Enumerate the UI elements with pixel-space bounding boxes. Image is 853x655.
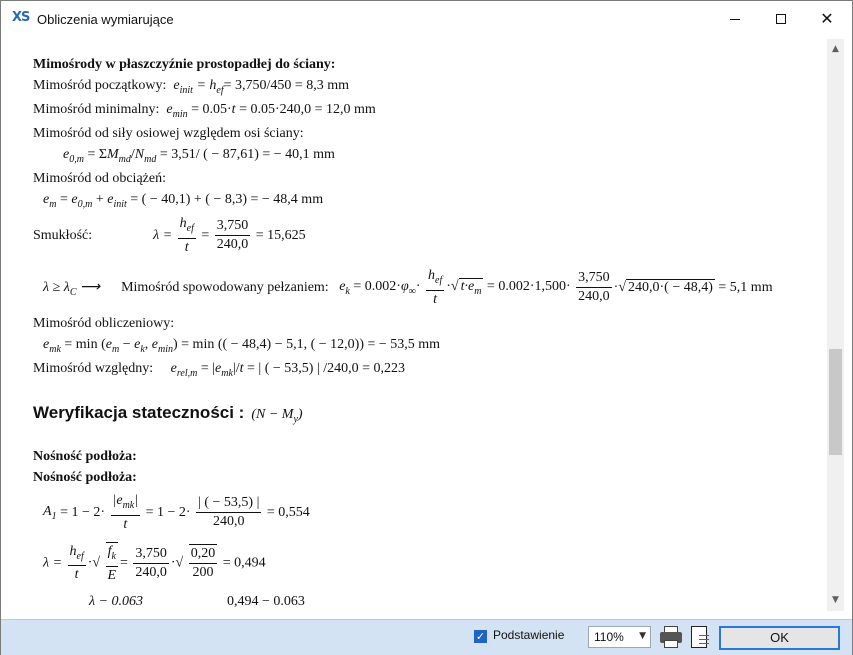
creep-den: 240,0 xyxy=(578,289,610,305)
axial-eccentricity-row: $e_{0,m} = \Sigma M_{md}/N_{md} = 3,51/$ ( − 87,61) = − 40,1 mm xyxy=(63,147,335,165)
lambda-num-2: 0,20 xyxy=(189,545,218,564)
slenderness-row: Smukłość: λ = $\frac{h_{ef}}{t}$ = $\frac{3,750}{240,0}$ = 15,625 xyxy=(33,216,306,255)
lambda-num-1: 3,750 xyxy=(133,545,169,564)
minimal-eccentricity-expr: = 0.05·240,0 = 12,0 mm xyxy=(239,102,376,117)
app-logo-icon: XS xyxy=(12,10,30,25)
print-button[interactable] xyxy=(658,624,684,650)
zoom-select[interactable] xyxy=(588,626,651,648)
stability-heading: Weryfikacja stateczności : xyxy=(33,403,245,422)
relative-eccentricity-label: Mimośród względny: xyxy=(33,361,154,376)
axial-eccentricity-expr: = 3,51/ ( − 87,61) = − 40,1 mm xyxy=(159,147,335,162)
lambda-den-1: 240,0 xyxy=(135,564,167,580)
lambda-row: λ = $\frac{h_{ef}}{t}$ ·√ $\frac{f_k}{E}$ = $\frac{3,750}{240,0}$ ·√ $\frac{0,20}{200}$ = 0,494 xyxy=(43,543,266,583)
creep-eccentricity-row: $\lambda \ge \lambda_C$ ⟶ Mimośród spowodowany pełzaniem: $e_k = 0.002\cdot\varphi_\infty\cdot$ $\frac{h_{ef}}{t}$ ·√ $t\cdot e_m = 0.002\cdot 1,500\cdot$ $\frac{3,750}{240,0}$ ·√ 240,0·( − 48,4) = 5,1 mm xyxy=(43,268,773,307)
creep-sqrt: 240,0·( − 48,4) xyxy=(628,279,713,295)
stability-heading-row: Weryfikacja stateczności : $(N - M_y)$ xyxy=(33,403,303,425)
substitution-checkbox[interactable]: ✓ xyxy=(475,630,486,643)
creep-condition: λ ≥ λ xyxy=(43,279,70,295)
load-eccentricity-label: Mimośród od obciążeń: xyxy=(33,171,166,186)
minimize-icon xyxy=(730,19,740,20)
footer-bar xyxy=(1,619,852,655)
load-eccentricity-expr: = ( − 40,1) + ( − 8,3) = − 48,4 mm xyxy=(130,192,324,207)
slenderness-den: 240,0 xyxy=(216,237,249,253)
creep-eccentricity-label: Mimośród spowodowany pełzaniem: xyxy=(121,279,329,295)
initial-eccentricity-label: Mimośród początkowy: xyxy=(33,78,167,93)
creep-result: = 5,1 mm xyxy=(718,279,773,295)
scroll-up-icon[interactable]: ▲ xyxy=(832,44,839,54)
subsoil-heading-2: Nośność podłoża: xyxy=(33,470,137,485)
print-preview-icon xyxy=(691,626,707,648)
design-eccentricity-expr: = min (( − 48,4) − 5,1, ( − 12,0)) = − 53,5 mm xyxy=(181,337,441,352)
scroll-down-icon[interactable]: ▼ xyxy=(832,595,839,605)
slenderness-num: 3,750 xyxy=(215,217,251,236)
creep-num: 3,750 xyxy=(576,269,612,288)
axial-eccentricity-label: Mimośród od siły osiowej względem osi ściany: xyxy=(33,126,304,141)
load-eccentricity-row: $e_m = e_{0,m} + e_{init}$ = ( − 40,1) + ( − 8,3) = − 48,4 mm xyxy=(43,192,324,210)
window-title: Obliczenia wymiarujące xyxy=(37,12,174,27)
design-eccentricity-label: Mimośród obliczeniowy: xyxy=(33,316,175,331)
zoom-value: 110% xyxy=(594,630,624,644)
a1-num: | ( − 53,5) | xyxy=(196,494,261,513)
scroll-thumb[interactable] xyxy=(829,349,842,455)
initial-eccentricity-row: Mimośród początkowy: $e_{init} = h_{ef}= 3,750/450 = 8,3$ mm xyxy=(33,78,350,96)
calculation-content xyxy=(1,39,827,611)
relative-eccentricity-row: Mimośród względny: $e_{rel,m} = |e_{mk}|/t$ = | ( − 53,5) | /240,0 = 0,223 xyxy=(33,361,406,379)
initial-eccentricity-expr: = 3,750/450 = 8,3 mm xyxy=(223,78,350,93)
a1-row: $A_1 = 1 - 2\cdot$ $\frac{|e_{mk}|}{t}$ = 1 − 2· $\frac{| ( - 53,5) |}{240,0}$ = 0,554 xyxy=(43,493,310,532)
a1-den: 240,0 xyxy=(212,514,245,530)
maximize-button[interactable] xyxy=(758,1,804,37)
partial-formula-left: λ − 0.063 xyxy=(89,594,144,609)
section-heading-eccentricity: Mimośrody w płaszczyźnie prostopadłej do ściany: xyxy=(33,57,336,72)
printer-icon-paper xyxy=(664,640,678,648)
substitution-label[interactable]: Podstawienie xyxy=(493,628,565,642)
minimal-eccentricity-row: Mimośród minimalny: $e_{min} = 0.05\cdot t = 0.05\cdot 240,0 = 12,0$ mm xyxy=(33,102,376,120)
vertical-scrollbar[interactable] xyxy=(827,39,844,611)
close-icon: ✕ xyxy=(820,9,834,28)
stability-heading-math: (N − M xyxy=(251,407,294,422)
close-button[interactable] xyxy=(804,1,850,37)
slenderness-result: = 15,625 xyxy=(255,227,306,243)
design-eccentricity-row: $e_{mk} = \min (e_m - e_k$, $e_{min}) = \min$ (( − 48,4) − 5,1, ( − 12,0)) = − 53,5 mm xyxy=(43,337,441,355)
chevron-down-icon: ▼ xyxy=(639,631,646,641)
minimize-button[interactable] xyxy=(712,1,758,37)
subsoil-heading-1: Nośność podłoża: xyxy=(33,449,137,464)
title-bar xyxy=(1,1,852,39)
a1-result: = 0,554 xyxy=(266,504,310,520)
relative-eccentricity-expr: = | ( − 53,5) | /240,0 = 0,223 xyxy=(247,361,406,376)
partial-formula-right: 0,494 − 0.063 xyxy=(227,594,305,609)
slenderness-label: Smukłość: xyxy=(33,227,93,243)
ok-button[interactable]: OK xyxy=(719,626,840,650)
minimal-eccentricity-label: Mimośród minimalny: xyxy=(33,102,160,117)
lambda-result: = 0,494 xyxy=(222,555,266,571)
maximize-icon xyxy=(776,14,786,24)
lambda-den-2: 200 xyxy=(192,565,214,581)
print-preview-button[interactable] xyxy=(687,624,713,650)
